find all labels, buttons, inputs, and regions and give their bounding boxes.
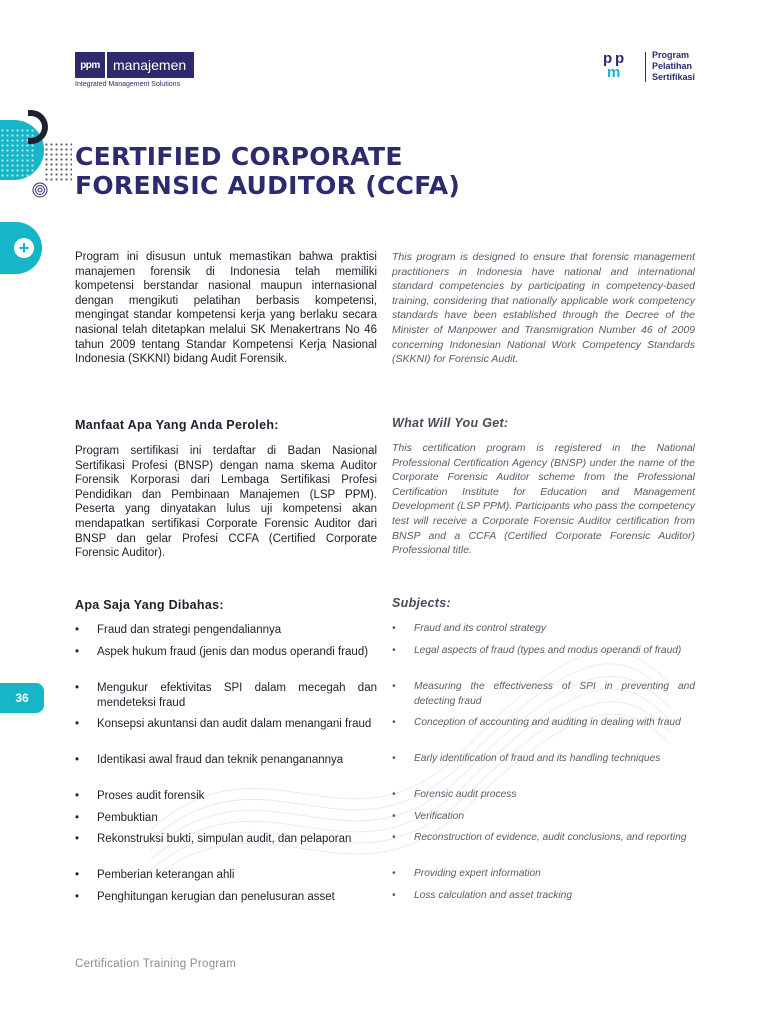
logo-line-3: Sertifikasi <box>652 72 696 82</box>
list-item: • Pemberian keterangan ahli <box>75 868 377 890</box>
list-item: • Loss calculation and asset tracking <box>392 889 695 911</box>
benefits-heading-en: What Will You Get: <box>392 416 509 430</box>
decorative-dot-grid <box>44 142 72 182</box>
list-item: • Measuring the effectiveness of SPI in preventing and detecting fraud <box>392 680 695 716</box>
page-number-badge: 36 <box>0 683 44 713</box>
list-item: • Aspek hukum fraud (jenis dan modus operandi fraud) <box>75 645 377 681</box>
title-line-2: FORENSIC AUDITOR (CCFA) <box>75 171 461 200</box>
list-item: • Konsepsi akuntansi dan audit dalam menangani fraud <box>75 717 377 753</box>
logo-divider <box>645 52 646 82</box>
decorative-arc <box>28 110 48 144</box>
subjects-list-id <box>75 623 377 912</box>
list-item: • Proses audit forensik <box>75 789 377 811</box>
benefits-heading-id: Manfaat Apa Yang Anda Peroleh: <box>75 418 279 432</box>
subjects-heading-en: Subjects: <box>392 596 451 610</box>
ppm-logo-mark: ppm <box>75 52 107 78</box>
list-item: • Fraud dan strategi pengendaliannya <box>75 623 377 645</box>
title-line-1: CERTIFIED CORPORATE <box>75 142 403 171</box>
logo-line-2: Pelatihan <box>652 61 693 71</box>
ppm-manajemen-logo <box>75 52 194 88</box>
plus-icon: + <box>14 238 34 258</box>
list-item: • Pembuktian <box>75 811 377 832</box>
list-item: • Providing expert information <box>392 867 695 889</box>
benefits-paragraph-id: Program sertifikasi ini terdaftar di Badan Nasional Sertifikasi Profesi (BNSP) dengan nama skema Auditor Forensik Korporasi dari Lembaga Sertifikasi Profesi Pendidikan dan Pembinaan Manajemen (LSP PPM). Peserta yang dinyatakan lulus uji kompetensi akan mendapatkan sertifikasi Corporate Forensic Auditor dari BNSP dan gelar Profesi CCFA (Certified Corporate Forensic Auditor). <box>75 445 377 560</box>
intro-paragraph-en: This program is designed to ensure that forensic management practitioners in Indonesia have national and international standard competencies by participating in competency-based training, considering that nationally applicable work competency standards have been established through the Decree of the Minister of Manpower and Transmigration Number 46 of 2009 concerning Indonesian National Work Competency Standards (SKKNI) for Forensic Audit. <box>392 251 695 366</box>
list-item: • Conception of accounting and auditing in dealing with fraud <box>392 716 695 752</box>
benefits-paragraph-en: This certification program is registered in the National Professional Certification Agency (BNSP) under the name of the Corporate Forensic Auditor scheme from the Professional Certification Institute for Education and Management Development (LSP PPM). Participants who pass the competency test will receive a Corporate Forensic Auditor certification from BNSP and a CCFA (Certified Corporate Forensic Auditor) Professional title. <box>392 442 695 557</box>
subjects-heading-id: Apa Saja Yang Dibahas: <box>75 598 224 612</box>
list-item: • Early identification of fraud and its handling techniques <box>392 752 695 788</box>
subjects-list-en <box>392 622 695 911</box>
list-item: • Fraud and its control strategy <box>392 622 695 644</box>
footer-text: Certification Training Program <box>75 958 237 970</box>
intro-paragraph-id: Program ini disusun untuk memastikan bahwa praktisi manajemen forensik di Indonesia telah memiliki kompetensi berstandar nasional maupun internasional dengan mengikuti pelatihan berbasis kompetensi, mengingat standar kompetensi kerja yang berlaku secara nasional telah ditetapkan melalui SK Menakertrans No 46 tahun 2009 tentang Standar Kompetensi Kerja Nasional Indonesia (SKKNI) bidang Audit Forensik. <box>75 251 377 366</box>
program-pelatihan-sertifikasi-logo <box>603 50 695 83</box>
list-item: • Mengukur efektivitas SPI dalam mecegah dan mendeteksi fraud <box>75 681 377 717</box>
ppm-mark-icon: p p m <box>603 49 625 81</box>
list-item: • Penghitungan kerugian dan penelusuran asset <box>75 890 377 912</box>
list-item: • Legal aspects of fraud (types and modus operandi of fraud) <box>392 644 695 680</box>
list-item: • Identikasi awal fraud dan teknik penanganannya <box>75 753 377 789</box>
list-item: • Forensic audit process <box>392 788 695 810</box>
decorative-target-icon <box>32 182 48 198</box>
logo-wordmark: manajemen <box>113 57 187 73</box>
logo-text <box>652 50 695 83</box>
list-item: • Verification <box>392 810 695 831</box>
logo-tagline: Integrated Management Solutions <box>75 81 181 88</box>
list-item: • Rekonstruksi bukti, simpulan audit, dan pelaporan <box>75 832 377 868</box>
list-item: • Reconstruction of evidence, audit conclusions, and reporting <box>392 831 695 867</box>
decorative-plus-badge <box>0 222 42 274</box>
page-title <box>75 142 460 200</box>
logo-line-1: Program <box>652 50 690 60</box>
